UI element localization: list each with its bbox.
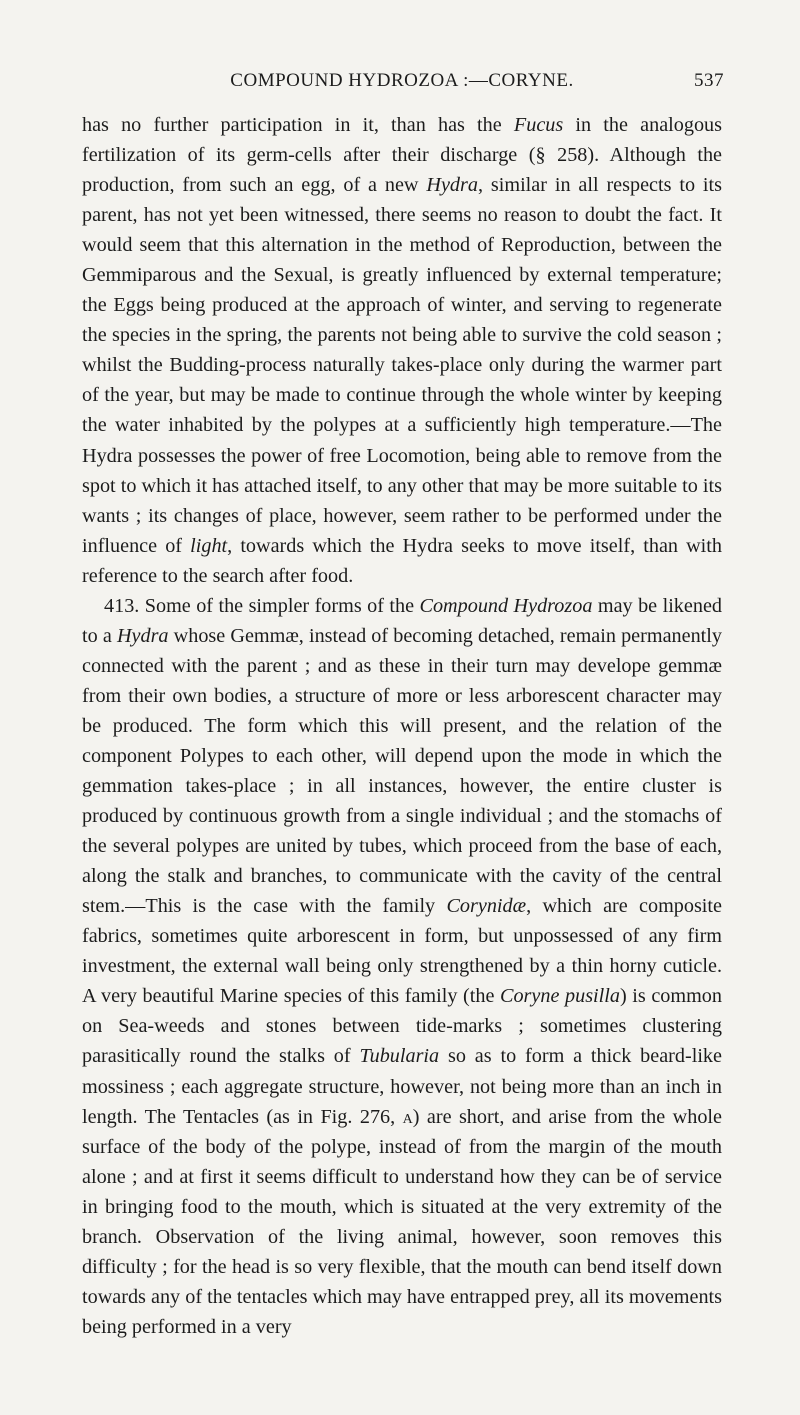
italic-term: Hydra [116, 624, 169, 647]
italic-term: Hydra [426, 174, 478, 197]
body-text [82, 110, 722, 1342]
italic-term: Coryne pusilla [500, 985, 620, 1008]
paragraph-continuation [82, 110, 722, 591]
book-page [82, 70, 722, 1342]
figure-label: a [402, 1105, 413, 1128]
text-run: ) are short, and arise from the whole surface of the body of the polype, instead of from the margin of the mouth alone ; and at first it seems difficult to understand how they can be of service in bringing food to the mouth, which is situated at the very extremity of the branch. Observation of the living animal, however, soon removes this difficulty ; for the head is so very flexible, that the mouth can bend itself down towards any of the tentacles which may have entrapped prey, all its movements being performed in a very [82, 1105, 722, 1338]
italic-term: Corynidæ [446, 895, 527, 918]
text-run: has no further participation in it, than has the [82, 114, 514, 136]
paragraph-413 [82, 591, 722, 1342]
text-run: 413. Some of the simpler forms of the [104, 594, 420, 617]
text-run: in the analogous fertilization of its germ-cells after their discharge (§ 258). Although the production, from such an egg, of a new [82, 114, 722, 197]
text-run: ) is common on Sea-weeds and stones between tide-marks ; sometimes clustering parasitically round the stalks of [82, 985, 722, 1068]
text-run: whose Gemmæ, instead of becoming detached, remain permanently connected with the parent ; and as these in their turn may develope gemmæ from their own bodies, a structure of more or less arborescent character may be produced. The form which this will present, and the relation of the component Polypes to each other, will depend upon the mode in which the gemmation takes-place ; in all instances, however, the entire cluster is produced by continuous growth from a single individual ; and the stomachs of the several polypes are united by tubes, which proceed from the base of each, along the stalk and branches, to communicate with the cavity of the central stem.—This is the case with the family [82, 624, 722, 918]
page-number: 537 [694, 70, 724, 91]
italic-term: light [190, 534, 228, 557]
running-title: COMPOUND HYDROZOA :—CORYNE. [230, 70, 574, 91]
text-run: , similar in all respects to its parent, has not yet been witnessed, there seems no reason to doubt the fact. It would seem that this alternation in the method of Reproduction, between the Gemmiparous and the Sexual, is greatly influenced by external temperature; the Eggs being produced at the approach of winter, and serving to regenerate the species in the spring, the parents not being able to survive the cold season ; whilst the Budding-process naturally takes-place only during the warmer part of the year, but may be made to continue through the whole winter by keeping the water inhabited by the polypes at a sufficiently high temperature.—The Hydra possesses the power of free Locomotion, being able to remove from the spot to which it has attached itself, to any other that may be more suitable to its wants ; its changes of place, however, seem rather to be performed under the influence of [82, 174, 722, 557]
italic-term: Tubularia [359, 1045, 440, 1068]
running-header [82, 70, 722, 104]
text-run: , which are composite fabrics, sometimes quite arborescent in form, but unpossessed of any firm investment, the external wall being only strengthened by a thin horny cuticle. A very beautiful Marine species of this family (the [82, 895, 722, 1008]
italic-term: Fucus [513, 114, 564, 136]
italic-term: Compound Hydrozoa [419, 594, 593, 617]
text-run: , towards which the Hydra seeks to move itself, than with reference to the search after food. [82, 534, 722, 587]
text-run: may be likened to a [82, 594, 723, 647]
text-run: so as to form a thick beard-like mossiness ; each aggregate structure, however, not being more than an inch in length. The Tentacles (as in Fig. 276, [82, 1045, 722, 1128]
